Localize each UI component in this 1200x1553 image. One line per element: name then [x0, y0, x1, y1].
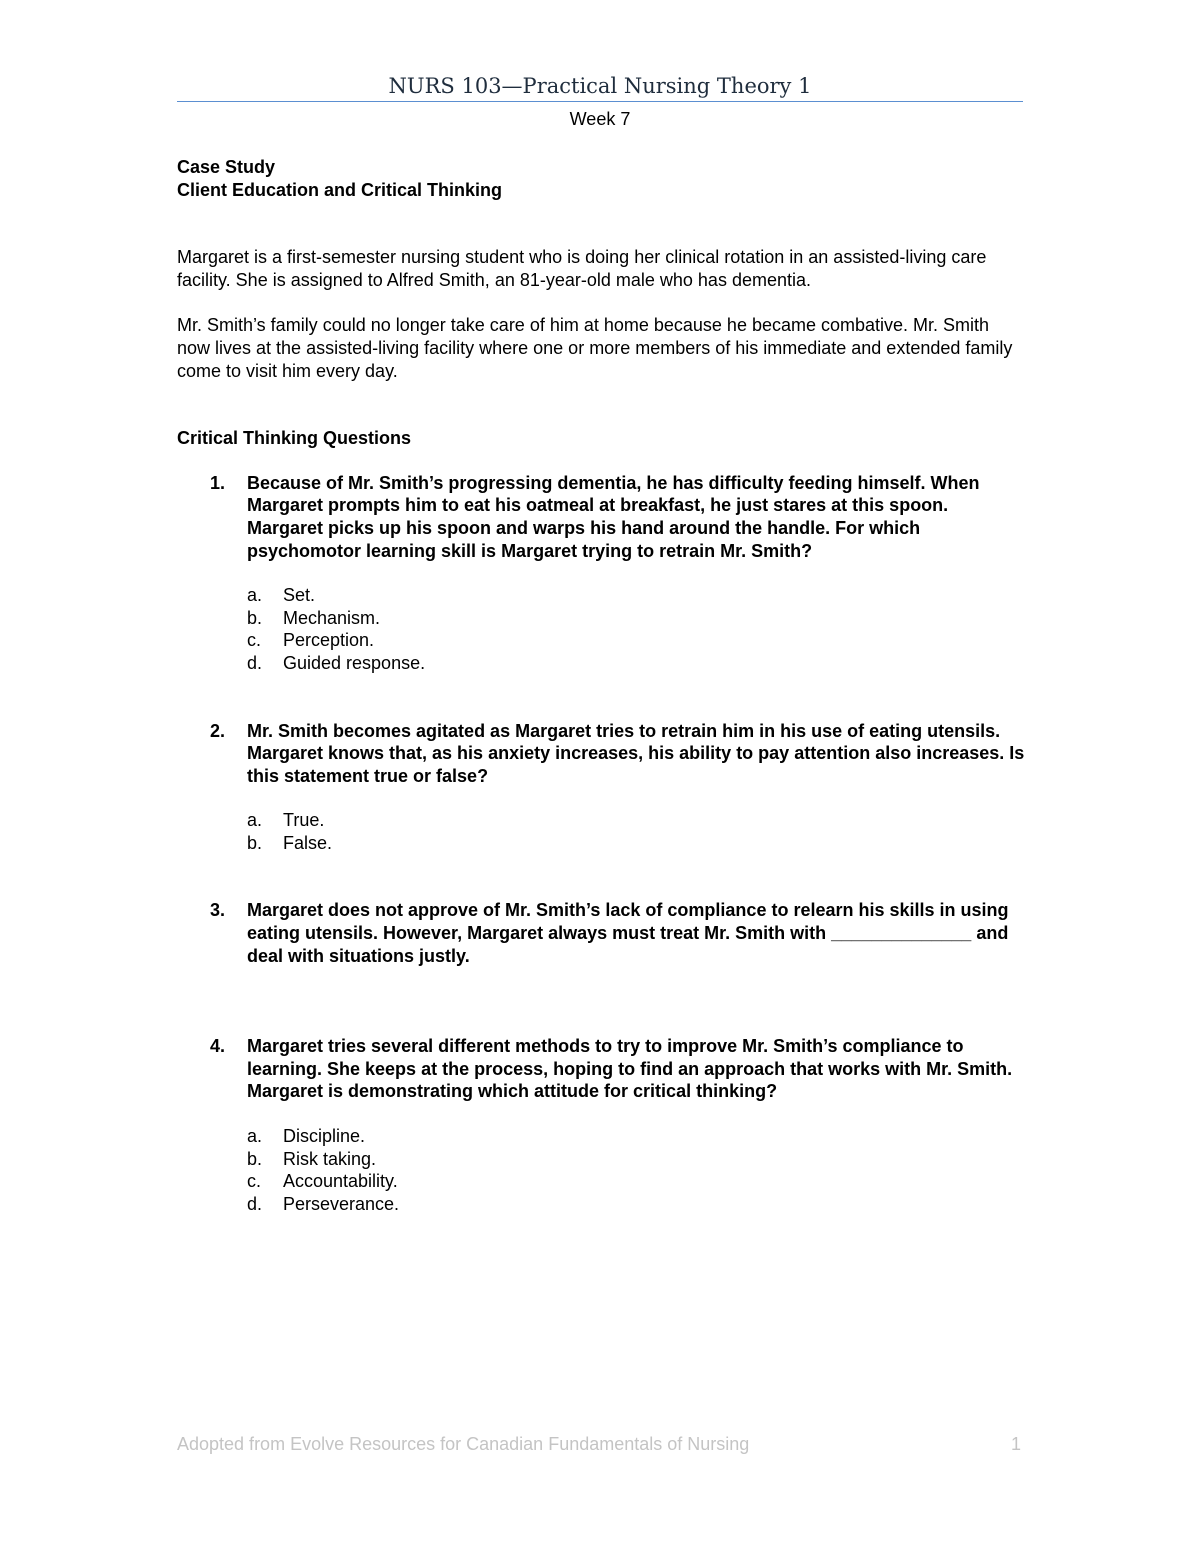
- answer-option[interactable]: [247, 1148, 1027, 1171]
- answer-option[interactable]: [247, 629, 1027, 652]
- option-text: Discipline.: [283, 1126, 366, 1147]
- option-letter: c.: [247, 1171, 262, 1192]
- footer-attribution: Adopted from Evolve Resources for Canadian Fundamentals of Nursing: [177, 1434, 750, 1454]
- question-prompt: Margaret does not approve of Mr. Smith’s lack of compliance to relearn his skills in using eating utensils. However, Margaret always must treat Mr. Smith with ______________ and deal with situations justly.: [247, 900, 1009, 966]
- page-footer: [177, 1432, 1023, 1456]
- option-text: Mechanism.: [283, 607, 381, 628]
- question-prompt: Mr. Smith becomes agitated as Margaret tries to retrain him in his use of eating utensils. Margaret knows that, as his anxiety increases, his ability to pay attention also increases. Is this statement true or false?: [247, 720, 1025, 786]
- question-number: 3.: [210, 900, 226, 921]
- option-text: True.: [283, 810, 325, 831]
- answer-option[interactable]: [247, 584, 1027, 607]
- document-header-title: NURS 103—Practical Nursing Theory 1: [388, 74, 812, 98]
- option-letter: b.: [247, 607, 263, 628]
- questions-heading: Critical Thinking Questions: [177, 428, 412, 449]
- answer-option[interactable]: [247, 1170, 1027, 1193]
- case-study-label: Case Study: [177, 157, 276, 177]
- answer-option[interactable]: [247, 832, 1027, 855]
- answer-options: [177, 1125, 1027, 1215]
- option-text: Set.: [283, 585, 316, 606]
- question-prompt: Margaret tries several different methods to try to improve Mr. Smith’s compliance to learning. She keeps at the process, hoping to find an approach that works with Mr. Smith. Margaret is demonstrating which attitude for critical thinking?: [247, 1036, 1013, 1102]
- page-number: 1: [1010, 1434, 1021, 1454]
- option-letter: a.: [247, 585, 263, 606]
- question-text: [177, 472, 1027, 562]
- answer-option[interactable]: [247, 809, 1027, 832]
- answer-options: [177, 809, 1027, 854]
- case-study-title: Client Education and Critical Thinking: [177, 179, 503, 200]
- option-letter: c.: [247, 630, 262, 651]
- question-text: [177, 1035, 1027, 1103]
- question-text: [177, 899, 1027, 967]
- option-letter: a.: [247, 810, 263, 831]
- question-number: 2.: [210, 720, 226, 741]
- answer-option[interactable]: [247, 1193, 1027, 1216]
- question-number: 4.: [210, 1036, 226, 1057]
- question-block: [177, 899, 1027, 967]
- option-letter: d.: [247, 652, 263, 673]
- answer-options: [177, 584, 1027, 674]
- question-number: 1.: [210, 472, 226, 493]
- option-text: False.: [283, 832, 333, 853]
- option-letter: d.: [247, 1193, 263, 1214]
- week-label: Week 7: [569, 109, 631, 129]
- document-body: [177, 156, 1027, 1215]
- option-letter: b.: [247, 1148, 263, 1169]
- option-text: Accountability.: [283, 1171, 398, 1192]
- question-block: [177, 472, 1027, 675]
- answer-option[interactable]: [247, 607, 1027, 630]
- question-text: [177, 720, 1027, 788]
- question-block: [177, 1035, 1027, 1215]
- option-text: Risk taking.: [283, 1148, 377, 1169]
- case-paragraph: Mr. Smith’s family could no longer take care of him at home because he became combative. Mr. Smith now lives at the assisted-living facility where one or more members of his immediate and extended family come to visit him every day.: [177, 315, 1013, 381]
- answer-option[interactable]: [247, 652, 1027, 675]
- question-prompt: Because of Mr. Smith’s progressing dementia, he has difficulty feeding himself. When Margaret prompts him to eat his oatmeal at breakfast, he just stares at this spoon. Margaret picks up his spoon and warps his hand around the handle. For which psychomotor learning skill is Margaret trying to retrain Mr. Smith?: [247, 472, 980, 561]
- option-text: Guided response.: [283, 652, 426, 673]
- option-letter: a.: [247, 1126, 263, 1147]
- question-block: [177, 720, 1027, 855]
- option-text: Perception.: [283, 630, 375, 651]
- option-letter: b.: [247, 832, 263, 853]
- option-text: Perseverance.: [283, 1193, 400, 1214]
- answer-option[interactable]: [247, 1125, 1027, 1148]
- case-paragraph: Margaret is a first-semester nursing student who is doing her clinical rotation in an assisted-living care facility. She is assigned to Alfred Smith, an 81-year-old male who has dementia.: [177, 247, 987, 290]
- header-divider: [177, 101, 1023, 102]
